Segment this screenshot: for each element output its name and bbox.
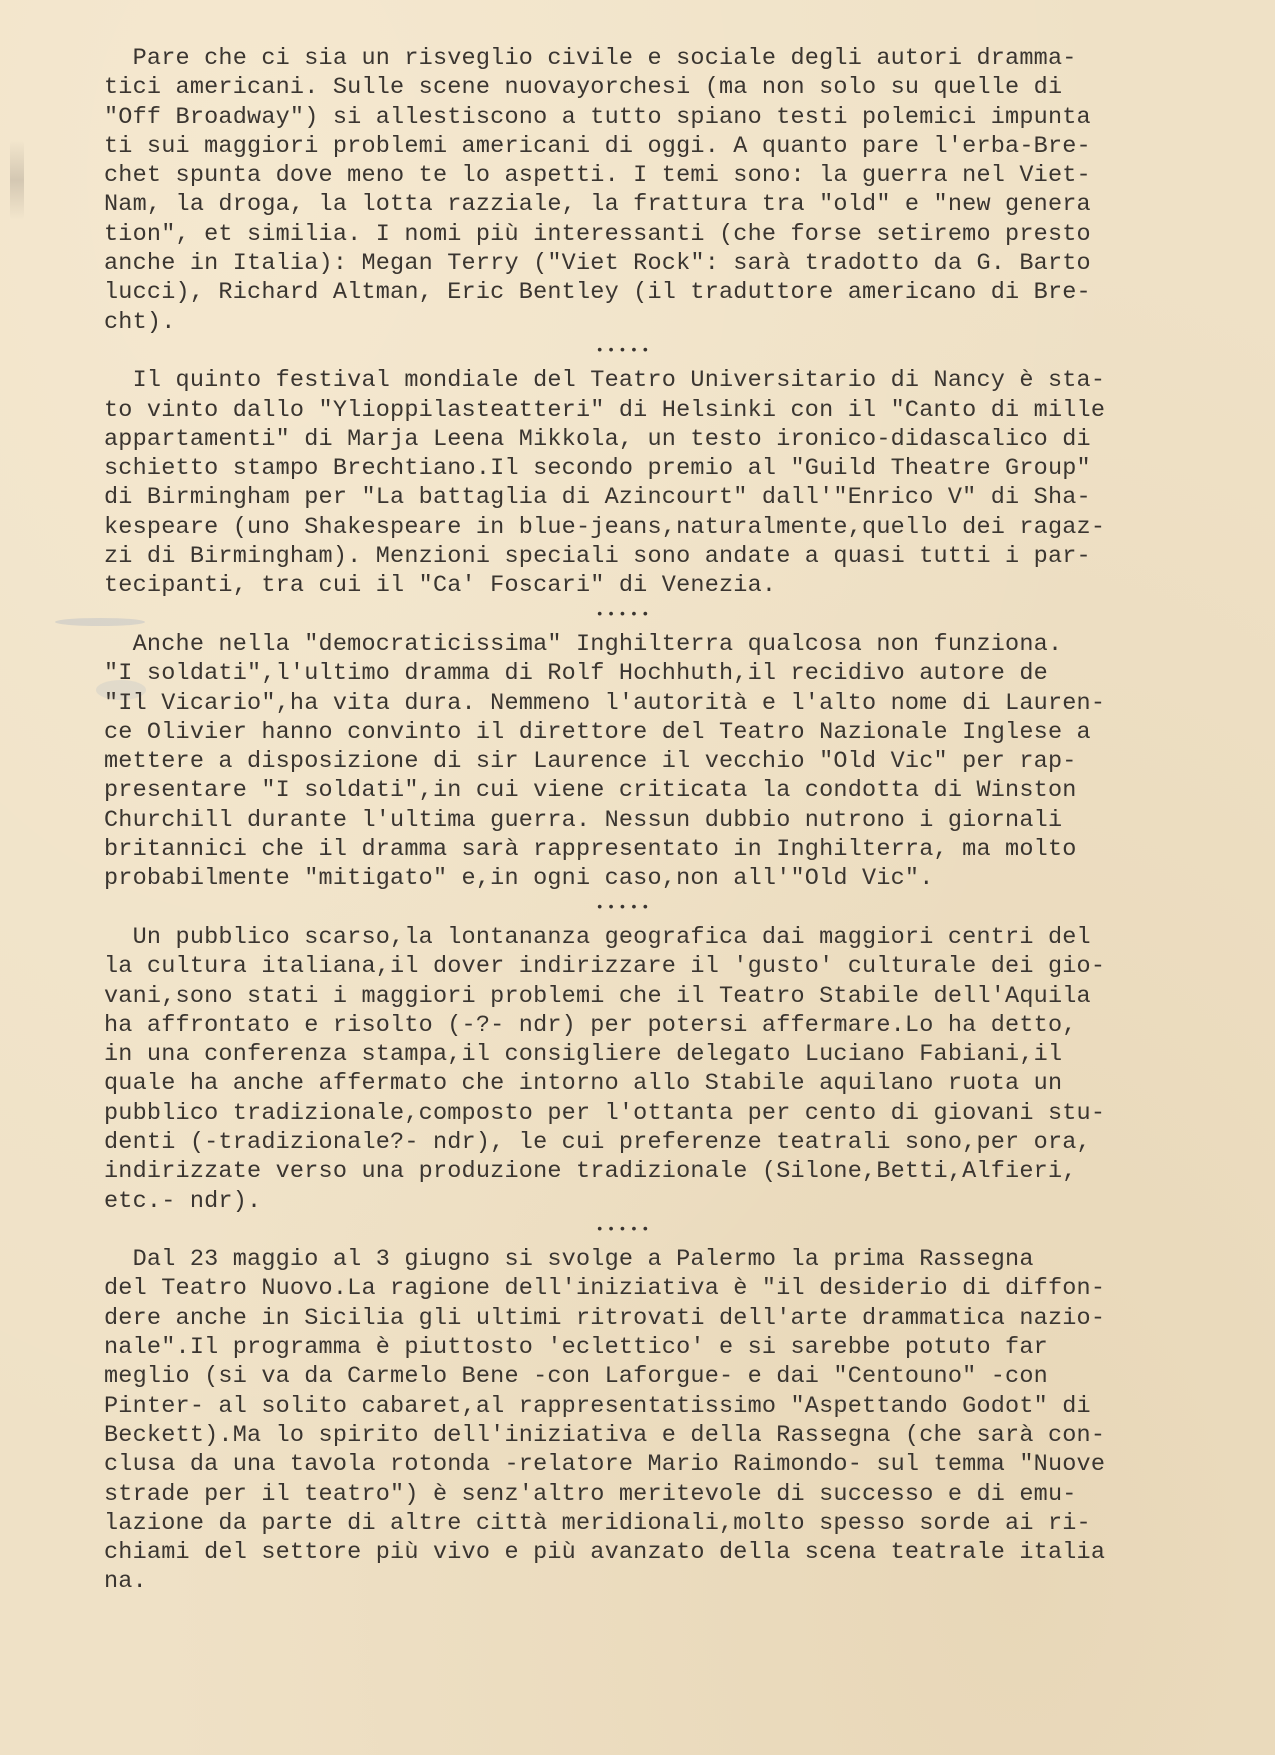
- text-line: denti (-tradizionale?- ndr), le cui preferenze teatrali sono,per ora,: [104, 1128, 1091, 1156]
- document-body: [104, 44, 1214, 1597]
- text-line: Il quinto festival mondiale del Teatro Universitario di Nancy è sta-: [104, 367, 1106, 395]
- text-line: la cultura italiana,il dover indirizzare il 'gusto' culturale dei gio-: [104, 953, 1106, 981]
- paragraph-american-playwrights: [104, 44, 1214, 337]
- text-line: strade per il teatro") è senz'altro meritevole di successo e di emu-: [104, 1480, 1077, 1508]
- text-line: Dal 23 maggio al 3 giugno si svolge a Palermo la prima Rassegna: [104, 1246, 1034, 1274]
- text-line: "I soldati",l'ultimo dramma di Rolf Hochhuth,il recidivo autore de: [104, 660, 1048, 688]
- text-line: na.: [104, 1568, 147, 1596]
- text-line: clusa da una tavola rotonda -relatore Mario Raimondo- sul temma "Nuove: [104, 1451, 1106, 1479]
- text-line: in una conferenza stampa,il consigliere delegato Luciano Fabiani,il: [104, 1041, 1063, 1069]
- text-line: ti sui maggiori problemi americani di oggi. A quanto pare l'erba-Bre-: [104, 132, 1091, 160]
- paragraph-nancy-festival: [104, 366, 1214, 600]
- paper-edge-marks: [10, 140, 24, 220]
- text-line: di Birmingham per "La battaglia di Azincourt" dall'"Enrico V" di Sha-: [104, 484, 1091, 512]
- text-line: cht).: [104, 308, 176, 336]
- text-line: chet spunta dove meno te lo aspetti. I temi sono: la guerra nel Viet-: [104, 162, 1091, 190]
- text-line: vani,sono stati i maggiori problemi che il Teatro Stabile dell'Aquila: [104, 982, 1091, 1010]
- text-line: Pare che ci sia un risveglio civile e sociale degli autori dramma-: [104, 45, 1077, 72]
- text-line: quale ha anche affermato che intorno allo Stabile aquilano ruota un: [104, 1070, 1063, 1098]
- text-line: pubblico tradizionale,composto per l'ottanta per cento di giovani stu-: [104, 1099, 1106, 1127]
- text-line: Un pubblico scarso,la lontananza geografica dai maggiori centri del: [104, 923, 1091, 951]
- text-line: tion", et similia. I nomi più interessanti (che forse setiremo presto: [104, 220, 1091, 248]
- text-line: Anche nella "democraticissima" Inghilterra qualcosa non funziona.: [104, 630, 1063, 658]
- text-line: del Teatro Nuovo.La ragione dell'iniziativa è "il desiderio di diffon-: [104, 1275, 1106, 1303]
- section-separator: •••••: [595, 1221, 653, 1238]
- text-line: Pinter- al solito cabaret,al rappresentatissimo "Aspettando Godot" di: [104, 1392, 1091, 1420]
- paragraph-palermo-rassegna: [104, 1245, 1214, 1597]
- text-line: anche in Italia): Megan Terry ("Viet Rock": sarà tradotto da G. Barto: [104, 250, 1091, 278]
- text-line: "Off Broadway") si allestiscono a tutto spiano testi polemici impunta: [104, 103, 1091, 131]
- text-line: probabilmente "mitigato" e,in ogni caso,non all'"Old Vic".: [104, 865, 934, 893]
- text-line: appartamenti" di Marja Leena Mikkola, un testo ironico-didascalico di: [104, 425, 1091, 453]
- paragraph-teatro-stabile-aquila: [104, 923, 1214, 1216]
- text-line: ha affrontato e risolto (-?- ndr) per potersi affermare.Lo ha detto,: [104, 1011, 1077, 1039]
- text-line: britannici che il dramma sarà rappresentato in Inghilterra, ma molto: [104, 836, 1077, 864]
- text-line: mettere a disposizione di sir Laurence il vecchio "Old Vic" per rap-: [104, 748, 1077, 776]
- text-line: nale".Il programma è piuttosto 'eclettico' e si sarebbe potuto far: [104, 1334, 1048, 1362]
- text-line: lucci), Richard Altman, Eric Bentley (il traduttore americano di Bre-: [104, 279, 1091, 307]
- text-line: Nam, la droga, la lotta razziale, la frattura tra "old" e "new genera: [104, 191, 1091, 219]
- text-line: lazione da parte di altre città meridionali,molto spesso sorde ai ri-: [104, 1509, 1091, 1537]
- text-line: Churchill durante l'ultima guerra. Nessun dubbio nutrono i giornali: [104, 806, 1063, 834]
- text-line: tecipanti, tra cui il "Ca' Foscari" di Venezia.: [104, 572, 777, 600]
- section-separator: •••••: [595, 342, 653, 359]
- text-line: ce Olivier hanno convinto il direttore del Teatro Nazionale Inglese a: [104, 718, 1091, 746]
- text-line: to vinto dallo "Ylioppilasteatteri" di Helsinki con il "Canto di mille: [104, 396, 1106, 424]
- paragraph-hochhuth-soldiers: [104, 630, 1214, 894]
- text-line: kespeare (uno Shakespeare in blue-jeans,naturalmente,quello dei ragaz-: [104, 513, 1106, 541]
- text-line: zi di Birmingham). Menzioni speciali sono andate a quasi tutti i par-: [104, 543, 1091, 571]
- text-line: presentare "I soldati",in cui viene criticata la condotta di Winston: [104, 777, 1077, 805]
- text-line: indirizzate verso una produzione tradizionale (Silone,Betti,Alfieri,: [104, 1158, 1077, 1186]
- text-line: meglio (si va da Carmelo Bene -con Laforgue- e dai "Centouno" -con: [104, 1363, 1048, 1391]
- text-line: Beckett).Ma lo spirito dell'iniziativa e della Rassegna (che sarà con-: [104, 1421, 1106, 1449]
- text-line: tici americani. Sulle scene nuovayorchesi (ma non solo su quelle di: [104, 74, 1063, 102]
- text-line: dere anche in Sicilia gli ultimi ritrovati dell'arte drammatica nazio-: [104, 1304, 1106, 1332]
- text-line: chiami del settore più vivo e più avanzato della scena teatrale italia: [104, 1539, 1106, 1567]
- section-separator: •••••: [595, 606, 653, 623]
- text-line: "Il Vicario",ha vita dura. Nemmeno l'autorità e l'alto nome di Lauren-: [104, 689, 1106, 717]
- text-line: schietto stampo Brechtiano.Il secondo premio al "Guild Theatre Group": [104, 455, 1091, 483]
- text-line: etc.- ndr).: [104, 1187, 262, 1215]
- section-separator: •••••: [595, 899, 653, 916]
